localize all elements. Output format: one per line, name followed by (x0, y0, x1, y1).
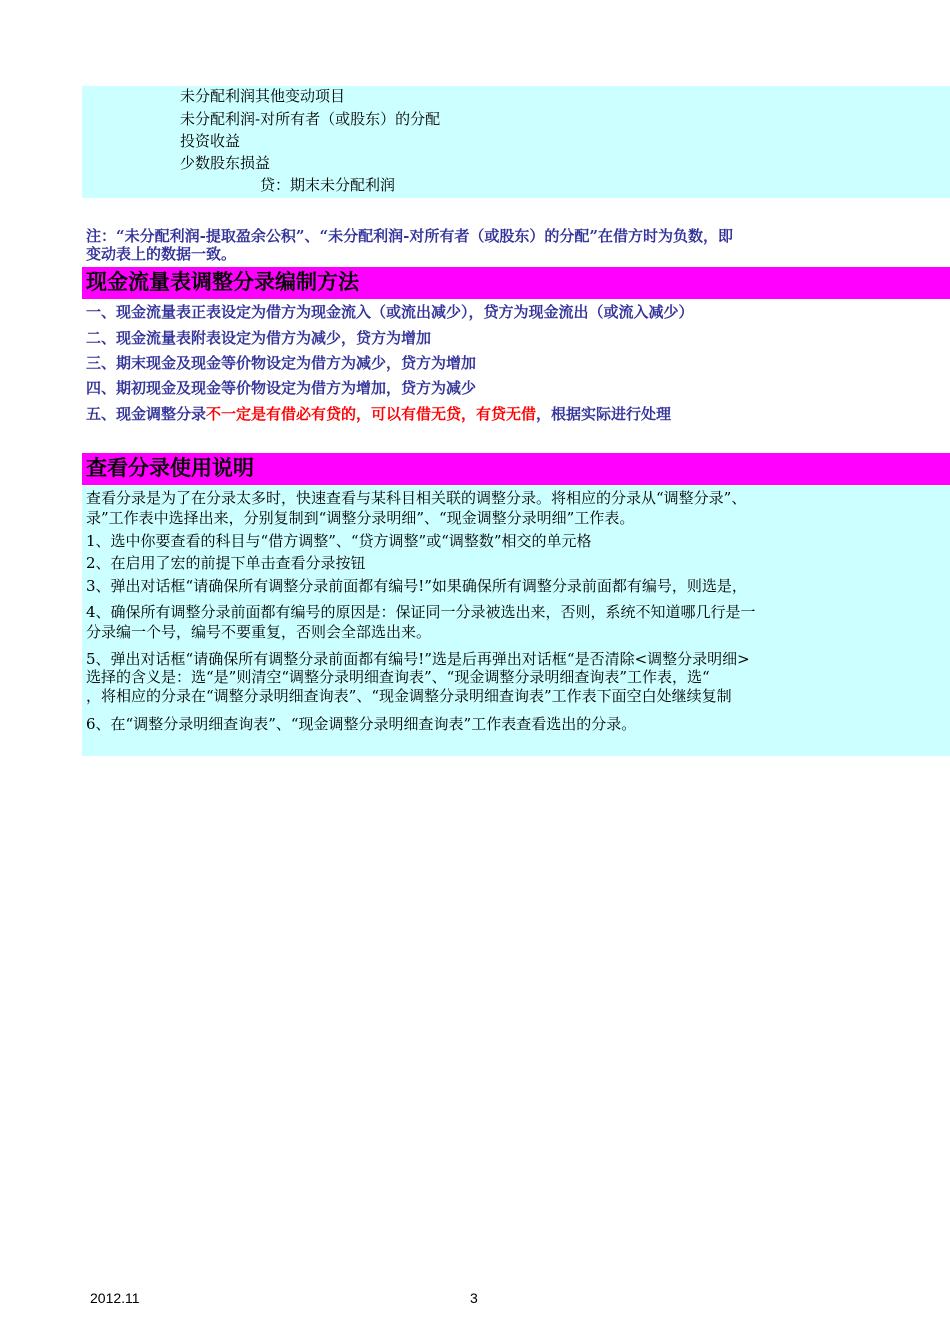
top-line-5: 贷：期末未分配利润 (260, 176, 396, 194)
cash-flow-item-5-suffix: ，根据实际进行处理 (536, 405, 672, 423)
cash-flow-item-5-red: 不一定是有借必有贷的，可以有借无贷，有贷无借 (206, 405, 537, 423)
step-6: 6、在“调整分录明细查询表”、“现金调整分录明细查询表”工作表查看选出的分录。 (86, 715, 637, 733)
step-5a: 5、弹出对话框“请确保所有调整分录前面都有编号!”选是后再弹出对话框“是否清除<调整分录明细> (86, 650, 750, 668)
cash-flow-items (82, 300, 950, 430)
intro-line-2: 录”工作表中选择出来，分别复制到“调整分录明细”、“现金调整分录明细”工作表。 (86, 509, 635, 527)
cash-flow-item-5-prefix: 五、现金调整分录 (86, 405, 207, 423)
step-4a: 4、确保所有调整分录前面都有编号的原因是：保证同一分录被选出来，否则，系统不知道哪几行是一 (86, 603, 756, 621)
cash-flow-item-2: 二、现金流量表附表设定为借方为减少，贷方为增加 (86, 329, 432, 347)
top-line-3: 投资收益 (180, 132, 241, 150)
note-line-1: 注：“未分配利润-提取盈余公积”、“未分配利润-对所有者（或股东）的分配”在借方时为负数，即 (86, 227, 733, 245)
top-block (82, 86, 950, 198)
note-line-2: 变动表上的数据一致。 (86, 245, 237, 263)
view-entries-block (82, 486, 950, 756)
step-5c: ，将相应的分录在“调整分录明细查询表”、“现金调整分录明细查询表”工作表下面空白处继续复制 (86, 687, 732, 705)
cash-flow-item-5 (86, 404, 671, 424)
top-line-1: 未分配利润其他变动项目 (180, 87, 346, 105)
top-line-4: 少数股东损益 (180, 154, 271, 172)
note (82, 222, 950, 266)
footer-date: 2012.11 (90, 1290, 140, 1306)
step-1: 1、选中你要查看的科目与“借方调整”、“贷方调整”或“调整数”相交的单元格 (86, 532, 592, 550)
intro-line-1: 查看分录是为了在分录太多时，快速查看与某科目相关联的调整分录。将相应的分录从“调整分录”、 (86, 489, 747, 507)
step-2: 2、在启用了宏的前提下单击查看分录按钮 (86, 554, 366, 572)
step-3: 3、弹出对话框“请确保所有调整分录前面都有编号!”如果确保所有调整分录前面都有编号，则选是， (86, 577, 747, 595)
top-line-2: 未分配利润-对所有者（或股东）的分配 (180, 110, 441, 128)
step-4b: 分录编一个号，编号不要重复，否则会全部选出来。 (86, 623, 432, 641)
cash-flow-item-4: 四、期初现金及现金等价物设定为借方为增加，贷方为减少 (86, 379, 477, 397)
footer-page-number: 3 (470, 1290, 478, 1306)
cash-flow-item-3: 三、期末现金及现金等价物设定为借方为减少，贷方为增加 (86, 354, 477, 372)
view-entries-heading: 查看分录使用说明 (82, 453, 950, 485)
cash-flow-item-1: 一、现金流量表正表设定为借方为现金流入（或流出减少），贷方为现金流出（或流入减少） (86, 303, 694, 321)
step-5b: 选择的含义是：选“是”则清空“调整分录明细查询表”、“现金调整分录明细查询表”工作表，选“ (86, 668, 710, 686)
cash-flow-heading: 现金流量表调整分录编制方法 (82, 267, 950, 299)
